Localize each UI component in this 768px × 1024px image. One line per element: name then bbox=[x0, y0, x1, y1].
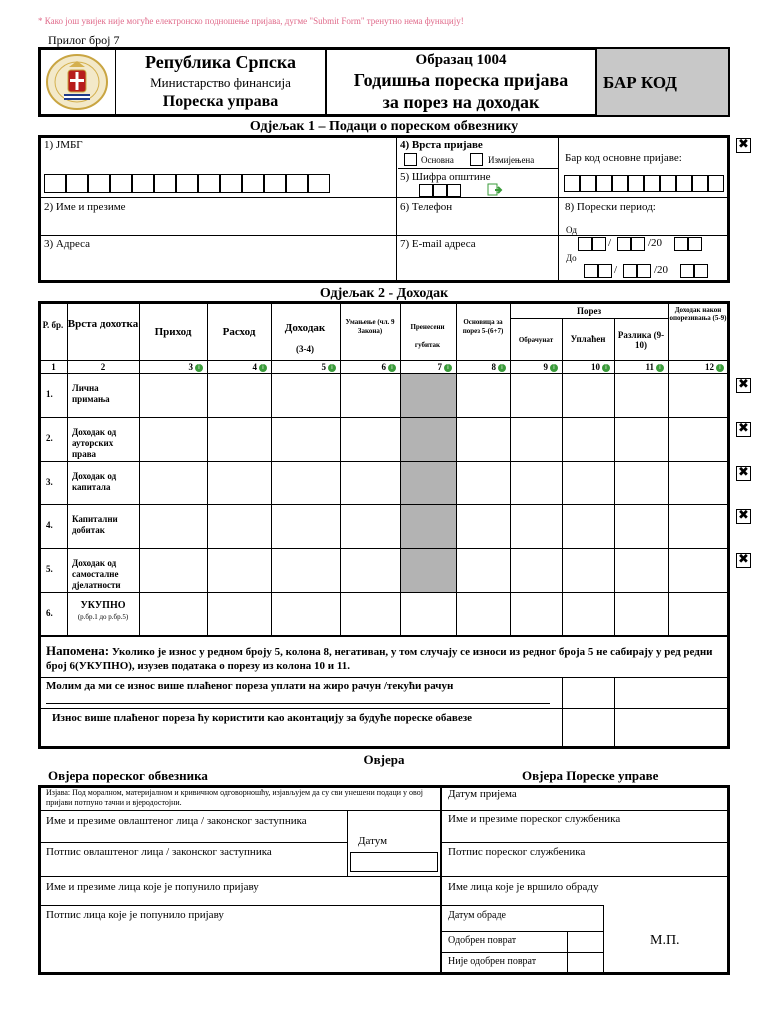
amount-input[interactable] bbox=[457, 418, 510, 461]
info-icon[interactable]: i bbox=[550, 364, 558, 372]
disabled-cell bbox=[401, 462, 456, 504]
barcode-digit-cell[interactable] bbox=[676, 175, 692, 192]
row-label: Доходак од самосталне дјелатности bbox=[72, 558, 121, 590]
amount-input[interactable] bbox=[563, 505, 614, 548]
amount-input[interactable] bbox=[563, 462, 614, 504]
header-base: Основица за порез 5-(6+7) bbox=[462, 318, 504, 335]
column-number: 9 bbox=[543, 362, 548, 372]
jmbg-digit-cell[interactable] bbox=[88, 174, 110, 193]
jmbg-digit-cell[interactable] bbox=[132, 174, 154, 193]
form-title-line1: Годишња пореска пријава bbox=[353, 70, 569, 90]
column-number: 12 bbox=[705, 362, 714, 372]
processing-date-label: Датум обраде bbox=[448, 910, 506, 921]
municipality-code-cell[interactable] bbox=[419, 184, 433, 197]
refund-denied-label: Није одобрен поврат bbox=[448, 956, 537, 967]
amount-input[interactable] bbox=[208, 418, 271, 461]
amount-input[interactable] bbox=[341, 462, 400, 504]
jmbg-digit-cell[interactable] bbox=[220, 174, 242, 193]
header-income: Приход bbox=[154, 326, 192, 338]
officer-signature-label: Потпис пореског службеника bbox=[448, 846, 586, 858]
amount-input[interactable] bbox=[208, 374, 271, 417]
info-icon[interactable]: i bbox=[656, 364, 664, 372]
amount-input[interactable] bbox=[272, 462, 340, 504]
header-type: Врста дохотка bbox=[67, 318, 139, 330]
from-day-cell[interactable] bbox=[592, 237, 606, 251]
filing-type-label: 4) Врста пријаве bbox=[400, 139, 483, 151]
amount-input[interactable] bbox=[140, 593, 207, 635]
authorized-name-label: Име и презиме овлаштеног лица / законског заступника bbox=[46, 815, 307, 827]
date-input[interactable] bbox=[350, 852, 438, 872]
phone-label: 6) Телефон bbox=[400, 201, 453, 213]
row-label: УКУПНО bbox=[80, 600, 126, 611]
jmbg-digit-cell[interactable] bbox=[66, 174, 88, 193]
barcode-digit-cell[interactable] bbox=[596, 175, 612, 192]
amount-input[interactable] bbox=[140, 462, 207, 504]
amount-input[interactable] bbox=[615, 593, 668, 635]
advance-label: Износ више плаћеног пореза ћу користити као аконтацију за будуће пореске обавезе bbox=[52, 712, 473, 724]
authority-verification: Овјера Пореске управе bbox=[522, 768, 659, 783]
column-number: 7 bbox=[437, 362, 442, 372]
to-day-cell[interactable] bbox=[598, 264, 612, 278]
from-month-cell[interactable] bbox=[631, 237, 645, 251]
amount-input[interactable] bbox=[563, 374, 614, 417]
row-number: 2. bbox=[46, 433, 53, 443]
info-icon[interactable]: i bbox=[716, 364, 724, 372]
amended-checkbox[interactable] bbox=[470, 153, 483, 166]
amount-input[interactable] bbox=[341, 418, 400, 461]
amount-input[interactable] bbox=[511, 462, 562, 504]
barcode-digit-cell[interactable] bbox=[564, 175, 580, 192]
to-year-cell[interactable] bbox=[680, 264, 694, 278]
municipality-code-label: 5) Шифра општине bbox=[400, 171, 491, 183]
column-number: 4 bbox=[252, 362, 257, 372]
amount-input[interactable] bbox=[272, 505, 340, 548]
top-note: * Како још увијек није могуће електронско подношење пријава, дугме "Submit Form" тренутно нема функцију! bbox=[38, 16, 464, 26]
row-number: 1. bbox=[46, 389, 53, 399]
from-year-cell[interactable] bbox=[674, 237, 688, 251]
amount-input[interactable] bbox=[563, 593, 614, 635]
amount-input[interactable] bbox=[511, 374, 562, 417]
original-label: Основна bbox=[421, 155, 454, 165]
barcode-digit-cell[interactable] bbox=[708, 175, 724, 192]
republic-name: Република Српска bbox=[145, 52, 296, 72]
jmbg-label: 1) ЈМБГ bbox=[44, 139, 83, 151]
officer-name-label: Име и презиме пореског службеника bbox=[448, 813, 621, 825]
filler-signature-label: Потпис лица које је попунило пријаву bbox=[46, 909, 224, 921]
info-icon[interactable]: i bbox=[328, 364, 336, 372]
to-month-cell[interactable] bbox=[623, 264, 637, 278]
from-year-cell[interactable] bbox=[688, 237, 702, 251]
barcode-digit-cell[interactable] bbox=[612, 175, 628, 192]
amount-input[interactable] bbox=[669, 418, 728, 461]
municipality-code-cell[interactable] bbox=[433, 184, 447, 197]
authorized-signature-label: Потпис овлаштеног лица / законског заступника bbox=[46, 846, 272, 858]
header-rb: Р. бр. bbox=[42, 320, 64, 330]
amount-input[interactable] bbox=[341, 505, 400, 548]
amount-input[interactable] bbox=[341, 374, 400, 417]
header-expense: Расход bbox=[222, 326, 256, 338]
received-date-label: Датум пријема bbox=[448, 788, 517, 800]
close-icon[interactable]: ✖ bbox=[736, 466, 751, 481]
amount-input[interactable] bbox=[669, 593, 728, 635]
amount-input[interactable] bbox=[341, 593, 400, 635]
amended-label: Измијењена bbox=[488, 155, 535, 165]
amount-input[interactable] bbox=[140, 374, 207, 417]
amount-input[interactable] bbox=[615, 418, 668, 461]
original-checkbox[interactable] bbox=[404, 153, 417, 166]
form-title-line2: за порез на доходак bbox=[382, 92, 540, 112]
amount-input[interactable] bbox=[615, 505, 668, 548]
column-number: 3 bbox=[188, 362, 193, 372]
amount-input[interactable] bbox=[208, 593, 271, 635]
row-sublabel: (р.бр.1 до р.бр.5) bbox=[77, 613, 129, 621]
header-remaining: Доходак након опорезивања (5-9) bbox=[669, 306, 727, 322]
amount-input[interactable] bbox=[272, 593, 340, 635]
taxpayer-verification: Овјера пореског обвезника bbox=[48, 768, 208, 783]
amount-input[interactable] bbox=[457, 549, 510, 592]
jmbg-digit-cell[interactable] bbox=[110, 174, 132, 193]
from-day-cell[interactable] bbox=[578, 237, 592, 251]
section1-title: Одјељак 1 – Подаци о пореском обвезнику bbox=[249, 119, 519, 134]
info-icon[interactable]: i bbox=[444, 364, 452, 372]
row-number: 3. bbox=[46, 476, 53, 487]
barcode-label: БАР КОД bbox=[603, 73, 677, 92]
row-number: 6. bbox=[46, 607, 53, 618]
close-icon[interactable]: ✖ bbox=[736, 378, 751, 393]
ministry-name: Министарство финансија bbox=[150, 75, 291, 90]
info-icon[interactable]: i bbox=[259, 364, 267, 372]
barcode-digit-cell[interactable] bbox=[692, 175, 708, 192]
to-year-cell[interactable] bbox=[694, 264, 708, 278]
email-label: 7) E-mail адреса bbox=[400, 238, 476, 250]
row-label: Доходак од ауторских права bbox=[72, 427, 117, 459]
date-label: Датум bbox=[358, 835, 388, 847]
column-number: 1 bbox=[51, 362, 56, 372]
administration-name: Пореска управа bbox=[162, 93, 279, 110]
to-day-cell[interactable] bbox=[584, 264, 598, 278]
section2-title: Одјељак 2 - Доходак bbox=[319, 286, 449, 301]
barcode-digit-cell[interactable] bbox=[628, 175, 644, 192]
form-number: Образац 1004 bbox=[415, 52, 507, 68]
header-difference: Разлика (9-10) bbox=[617, 330, 665, 350]
amount-input[interactable] bbox=[208, 549, 271, 592]
amount-input[interactable] bbox=[208, 505, 271, 548]
prilog-label: Прилог број 7 bbox=[48, 33, 120, 47]
name-label: 2) Име и презиме bbox=[44, 201, 126, 213]
info-icon[interactable]: i bbox=[498, 364, 506, 372]
jmbg-digit-cell[interactable] bbox=[242, 174, 264, 193]
period-from-label: Од bbox=[566, 225, 577, 235]
amount-input[interactable] bbox=[272, 418, 340, 461]
header-profit-sub: (3-4) bbox=[296, 344, 314, 354]
lookup-icon[interactable] bbox=[487, 183, 503, 197]
disabled-cell bbox=[401, 374, 456, 417]
to-year-prefix: /20 bbox=[654, 264, 669, 276]
column-number: 6 bbox=[381, 362, 386, 372]
disabled-cell bbox=[401, 505, 456, 548]
to-month-cell[interactable] bbox=[637, 264, 651, 278]
amount-input[interactable] bbox=[140, 505, 207, 548]
amount-input[interactable] bbox=[272, 549, 340, 592]
amount-input[interactable] bbox=[615, 462, 668, 504]
statement: Изјава: Под моралном, материјалном и кривичном одговорношћу, изјављујем да су сви унешени подаци у овој пријави потпуно тачни и вјеродостојни. bbox=[46, 788, 423, 807]
filler-name-label: Име и презиме лица које је попунило пријаву bbox=[46, 881, 259, 893]
info-icon[interactable]: i bbox=[195, 364, 203, 372]
amount-input[interactable] bbox=[511, 549, 562, 592]
column-number: 8 bbox=[491, 362, 496, 372]
row-number: 4. bbox=[46, 520, 53, 530]
header-loss: Пренесени губитак bbox=[410, 323, 445, 349]
amount-input[interactable] bbox=[511, 505, 562, 548]
coat-of-arms-icon bbox=[44, 52, 110, 112]
amount-input[interactable] bbox=[511, 593, 562, 635]
amount-input[interactable] bbox=[401, 593, 456, 635]
row-label: Лична примања bbox=[72, 383, 110, 404]
stamp-label: М.П. bbox=[650, 933, 680, 948]
column-number: 2 bbox=[100, 362, 106, 372]
header-paid: Уплаћен bbox=[570, 334, 606, 344]
header-reduction: Умањење (чл. 9 Закона) bbox=[345, 318, 395, 335]
close-icon[interactable]: ✖ bbox=[736, 138, 751, 153]
refund-request-label: Молим да ми се износ више плаћеног пореза уплати на жиро рачун /текући рачун bbox=[46, 680, 454, 692]
disabled-cell bbox=[401, 549, 456, 592]
from-year-prefix: /20 bbox=[648, 237, 663, 249]
refund-approved-label: Одобрен поврат bbox=[448, 935, 517, 946]
column-number: 10 bbox=[591, 362, 600, 372]
jmbg-digit-cell[interactable] bbox=[176, 174, 198, 193]
close-icon[interactable]: ✖ bbox=[736, 509, 751, 524]
amount-input[interactable] bbox=[140, 549, 207, 592]
amount-input[interactable] bbox=[615, 549, 668, 592]
column-number: 11 bbox=[645, 362, 654, 372]
jmbg-digit-cell[interactable] bbox=[264, 174, 286, 193]
from-month-cell[interactable] bbox=[617, 237, 631, 251]
amount-input[interactable] bbox=[615, 374, 668, 417]
close-icon[interactable]: ✖ bbox=[736, 422, 751, 437]
amount-input[interactable] bbox=[140, 418, 207, 461]
amount-input[interactable] bbox=[457, 593, 510, 635]
barcode-digit-cell[interactable] bbox=[644, 175, 660, 192]
barcode-digit-cell[interactable] bbox=[660, 175, 676, 192]
barcode-original-label: Бар код основне пријаве: bbox=[565, 152, 682, 164]
note: Напомена: Уколико је износ у редном броју 5, колона 8, негативан, у том случају се износи из редног броја 5 не сабирају у ред редни број 6(УКУПНО), изузев података о порезу из колона 10 и 11. bbox=[46, 643, 713, 672]
column-number: 5 bbox=[321, 362, 326, 372]
header-profit: Доходак bbox=[284, 322, 326, 334]
processor-name-label: Име лица које је вршило обраду bbox=[448, 881, 599, 893]
amount-input[interactable] bbox=[208, 462, 271, 504]
disabled-cell bbox=[401, 418, 456, 461]
address-label: 3) Адреса bbox=[44, 238, 91, 250]
row-label: Капитални добитак bbox=[72, 514, 118, 535]
jmbg-digit-cell[interactable] bbox=[44, 174, 66, 193]
amount-input[interactable] bbox=[341, 549, 400, 592]
period-to-label: До bbox=[566, 253, 577, 263]
verification-title: Овјера bbox=[363, 752, 405, 767]
amount-input[interactable] bbox=[457, 462, 510, 504]
info-icon[interactable]: i bbox=[388, 364, 396, 372]
row-number: 5. bbox=[46, 564, 53, 574]
amount-input[interactable] bbox=[669, 374, 728, 417]
amount-input[interactable] bbox=[669, 462, 728, 504]
jmbg-digit-cell[interactable] bbox=[308, 174, 330, 193]
bank-account-field[interactable] bbox=[46, 703, 550, 704]
tax-period-label: 8) Порески период: bbox=[565, 201, 656, 213]
amount-input[interactable] bbox=[457, 505, 510, 548]
barcode-digit-cell[interactable] bbox=[580, 175, 596, 192]
amount-input[interactable] bbox=[563, 418, 614, 461]
jmbg-digit-cell[interactable] bbox=[286, 174, 308, 193]
info-icon[interactable]: i bbox=[602, 364, 610, 372]
close-icon[interactable]: ✖ bbox=[736, 553, 751, 568]
header-tax: Порез bbox=[576, 306, 602, 316]
amount-input[interactable] bbox=[669, 549, 728, 592]
row-label: Доходак од капитала bbox=[72, 471, 117, 492]
header-calculated: Обрачунат bbox=[518, 336, 554, 344]
amount-input[interactable] bbox=[272, 374, 340, 417]
amount-input[interactable] bbox=[669, 505, 728, 548]
jmbg-digit-cell[interactable] bbox=[198, 174, 220, 193]
amount-input[interactable] bbox=[563, 549, 614, 592]
amount-input[interactable] bbox=[457, 374, 510, 417]
jmbg-digit-cell[interactable] bbox=[154, 174, 176, 193]
amount-input[interactable] bbox=[511, 418, 562, 461]
municipality-code-cell[interactable] bbox=[447, 184, 461, 197]
